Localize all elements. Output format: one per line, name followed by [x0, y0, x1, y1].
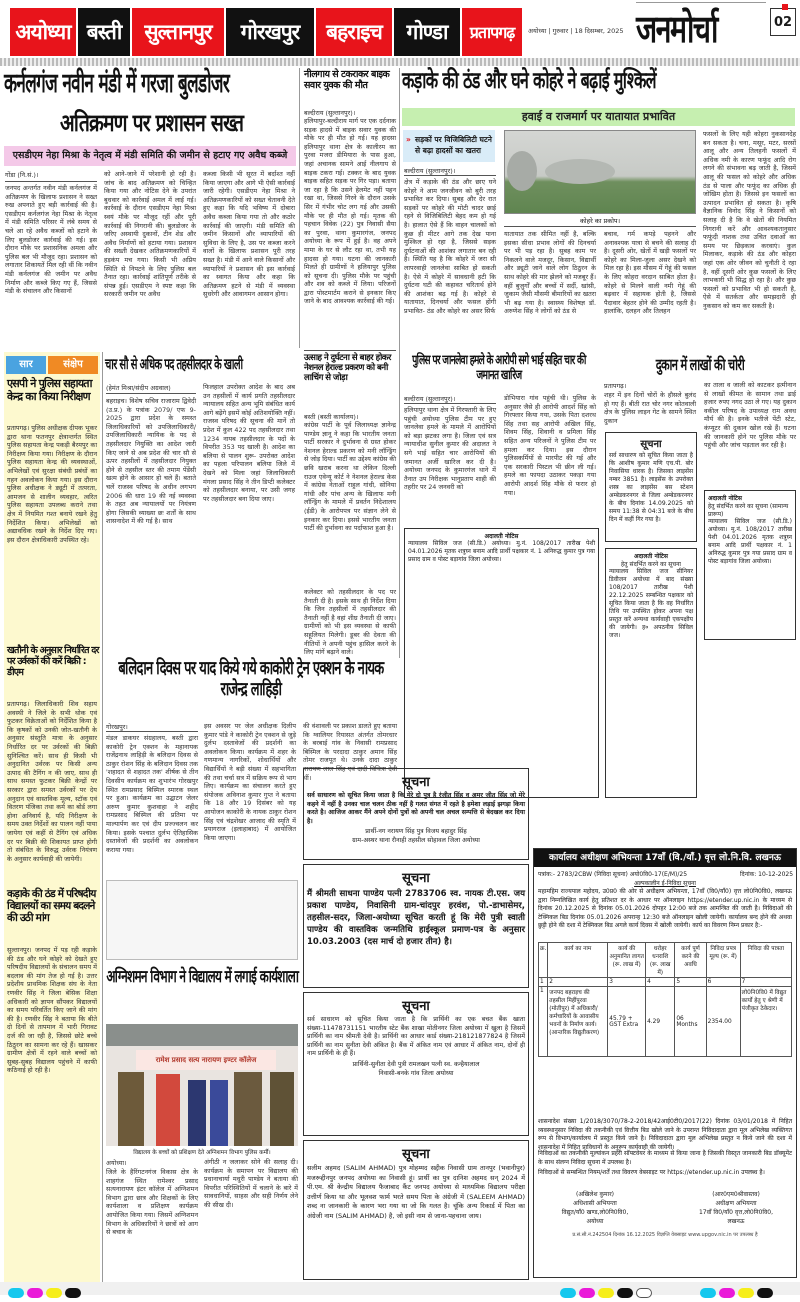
city-tab-gorakhpur[interactable]: गोरखपुर [226, 8, 314, 56]
side-story2-dateline: बस्ती (बस्ती कार्यालय)। [304, 413, 359, 421]
city-tab-bahraich[interactable]: बहराइच [316, 8, 392, 56]
tender-note-3: निविदाओं से सम्बन्धित नियम/शर्तें तथा विवरण वेबसाइट पर https://etender.up.nic.in उपलब्ध है। [538, 1169, 765, 1176]
notice-license: सूचना सर्व साधारण को सूचित किया जाता है कि आशीष कुमार मणि एच.पी. बोर निवासिया धारक है। जिसका लाइसेंस नम्बर 3851 है। लाइसेंस के उपरोक्त शस्त्र का लाइसेंस बस स्टेशन अम्बेडकरनगर से जिला अम्बेडकरनगर के बीच दिनांक 14.09.2025 को समय 11:38 से 04:31 बजे के बीच दिन में कहीं गिर गया है। [605, 432, 697, 542]
fire-column-2: अंगीठी न जलाकर सोने की सलाह दी। कार्यक्रम के समापन पर विद्यालय की प्रधानाचार्या मधुरी पाण्डेय ने बताया की विपरीत परिस्थितियों में चलाने के बारे में सावधानियों, साहस और सही निर्णय लेने की सीख दी। [204, 1158, 298, 1209]
tehsildar-column-1: बहराइच। विशेष सचिव राजाराम द्विवेदी (उ.प्र.) के पत्रांक 2079/ एफ 9-2025 द्वारा प्रदेश के समस्त जिलाधिकारियों को उपजिलाधिकारी/ उपजिलाधिकारी न्यायिक के पद से तहसीलदार नियुक्ति का आदेश जारी किए जाने से अब प्रदेश की चार सौ से ऊपर तहसीलों में तहसीलदार नियुक्त होने से तहसील स्तर की तमाम पेंडेंसी खत्म होने के आसार हो चले हैं। बताते चलें राजस्व परिषद के अधीन लगभग 2006 की धारा 19 की नई व्यवस्था के तहत अब न्यायालयों पर नियंत्रण होगा जिसकी व्याख्या छः शर्तों के साथ शासनादेश में की गई है। साथ [106, 397, 196, 526]
city-tab-basti[interactable]: बस्ती [78, 8, 130, 56]
fog-callout: » सड़कों पर विजिबिलिटी घटने से बढ़ा हादसों का खतरा [403, 130, 495, 162]
theft-column-1: शहर में इन दिनों चोरों के हौसले बुलंद हो गए हैं। बीती रात चोर नगर कोतवाली क्षेत्र के पुलिस लाइन गेट के सामने स्थित दुकान [604, 391, 696, 425]
tender-intro: महामहिम राज्यपाल महोदय, उ0प्र0 की ओर से अधीक्षण अभियन्ता, 17वाँ (वि0/याँ0) वृत्त लो0नि0वि0, लखनऊ द्वारा निम्नलिखित कार्य हेतु प्रतिशत दर के आधार पर ऑनलाइन https://etender.up.nic.in के माध्यम से दिनांक 20.12.2025 से दिनांक 05.01.2026 दोपहर 12:00 बजे तक आमन्त्रित की जाती है। निविदाओं की टेक्निकल बिड दिनांक 05.01.2026 अपरान्ह 12:30 बजे ऑनलाइन खोली जायेगी। कार्यालय बन्द होने की अथवा छुट्टी होने की दशा में टेक्निकल बिड अगले कार्य दिवस में खोली जायेगी। कार्य का विवरण निम्न प्रकार है:- [538, 888, 792, 929]
brief-label-b: संक्षेप [48, 356, 98, 374]
notice-court-2: अदालती नोटिस हेतु संदर्भित करने का सूचना न्यायालय सिविल जज सीनियर डिवीजन अयोध्या में बाद संख्या 108/2017 तारीख पेशी 22.12.2025 सम्बन्धित पक्षकार को सूचित किया जाता है कि वह निर्धारित तिथि पर उपस्थित होकर अपना पक्ष प्रस्तुत करें अन्यथा कार्यवाही एकपक्षीय की जायेगी। ह० अपठनीय सिविल जज। [605, 548, 697, 798]
kakori-column-3: की वंशावली पर प्रकाश डालते हुए बताया कि ग्वालियर रियासत अंतर्गत तोमरधार के बरबाई गांव के निवासी रामप्रसाद बिस्मिल के परदादा ठाकुर अमान सिंह तोमर राजपूत थे। उनके दादा ठाकुर नारायण लाल सिंह एवं दादी विचित्रा देवी थीं। [303, 722, 397, 782]
lead-subheadline: अतिक्रमण पर प्रशासन सख्त [60, 109, 244, 137]
masthead-divider [0, 58, 800, 66]
fire-photo: रामेश प्रसाद सत्य नारायण इण्टर कॉलेज [106, 1024, 298, 1146]
kakori-headline: बलिदान दिवस पर याद किये गये काकोरी ट्रेन एक्शन के नायक राजेन्द्र लाहिड़ी [118, 658, 384, 701]
notice-disown: सूचना सर्व साधारण को सूचित किया जाता है कि मेरे दो पुत्र है रंजीत सिंह व अमर जीत सिंह जो मेरे कहने में नहीं है उनका चाल चलन ठीक नहीं है गलत संगत में रहते है हमेशा लड़ाई झगड़ा किया करते है। आजिज आकर मैंने अपने दोनों पुत्रों को अपनी चल अचल सम्पत्ति से बेदखल कर दिया है। प्रार्थी-नग नरायण सिंह पुत्र विजय बहादुर सिंह ग्राम-अस्थर थाना रौनाही तहसील सोहावल जिला अयोध्या [303, 768, 529, 860]
kakori-dateline: गोरखपुर। [106, 723, 128, 731]
notice-court-3: अदालती नोटिस न्यायालय सिविल जज (सी.डि.) अयोध्या। मु.नं. 108/2017 तारीख पेशी 04.01.2026 मृतक शत्रुघ्न बनाम आदि प्रार्थी पक्षकार नं. 1 अनिरुद्ध कुमार पुत्र गया प्रसाद ग्राम व पोस्ट बड़ागांव जिला अयोध्या। [404, 528, 599, 798]
tender-note-2: निविदाओं का तकनीकी मूल्यांकन प्रहरी सॉफ्टवेयर के माध्यम से किया जाना है जिसकी विस्तृत जानकारी बिड डॉक्यूमेंट के साथ संलग्न निविदा सूचना में उपलब्ध है। [538, 1150, 792, 1166]
tender-note-1: शासनादेश संख्या 1/2018/3070/78-2-2018/42आई0टी0/2017(22) दिनांक 03/01/2018 में निहित व्यवस्थानुसार निविदा की तकनीकी एवं वित्तीय बिड खोले जाने के उपरान्त निविदादाता द्वारा मूल अभिलेख व्यक्तिगत रूप से विभाग/कार्यालय में प्रस्तुत किये जाने है। निविदादाता द्वारा मूल अभिलेख प्रस्तुत न किये जाने की दशा में शासनादेश में निहित प्राविधानों के अनुरूप कार्यवाही की जायेगी। [538, 1118, 792, 1151]
tender-sign-left: (अखिलेश कुमार) अधिशासी अभियन्ता विद्युत/याँ0 खण्ड,लो0नि0वि0, अयोध्या [561, 1191, 629, 1225]
kakori-column-2: इस अवसर पर जेल अधीक्षक दिलीप कुमार पांडे ने काकोरी ट्रेन एक्शन से जुड़े दुर्लभ दस्तावेजों की प्रदर्शनी का अवलोकन किया। कार्यक्रम में शहर के गणमान्य नागरिकों, शोधार्थियों और विद्यार्थियों ने बड़ी संख्या में सहभागिता की तथा चर्चा सत्र में सक्रिय रूप से भाग लिए। कार्यक्रम का संचालन करते हुए संयोजक अविनाश कुमार गुप्त ने बताया कि 18 और 19 दिसंबर को यह आयोजन काकोरी के नायक ठाकुर रोशन सिंह एवं चंद्रशेखर आजाद की स्मृति में प्रयागराज (इलाहाबाद) में आयोजित किया जाएगा। [204, 722, 296, 842]
side-story-dateline: बल्दीराय (सुल्तानपुर)। [304, 109, 356, 117]
theft-dateline: प्रतापगढ़। [604, 382, 627, 390]
fire-dateline: अयोध्या। [106, 1159, 127, 1167]
color-registration-marks-left [8, 1283, 84, 1302]
tender-subtitle: अल्पकालीन ई-निविदा सूचना [634, 880, 696, 887]
fog-column-1: क्षेत्र में कड़ाके की ठंड और छाए घने कोहरे ने आम जनजीवन को बुरी तरह प्रभावित कर दिया। सुबह और देर रात सड़कों पर कोहरे की मोटी चादर छाई रहने से विजिबिलिटी बेहद कम हो गई है। हालात ऐसे हैं कि वाहन चालकों को कुछ ही मीटर आगे तक देख पाना मुश्किल हो रहा है, जिससे सड़क दुर्घटनाओं की आशंका लगातार बन रही है। स्थिति यह है कि कोहरे में जरा सी लापरवाही जानलेवा साबित हो सकती है। ऐसे में कोहरे में सावधानी हटी कि दुर्घटना घटी की कहावत चरितार्थ होने की आशंका बढ़ गई है। कोहरे से यातायात, दिनचर्या और फसल होंगी प्रभावित- ठंड और कोहरे का असर सिर्फ [404, 178, 496, 315]
theft-column-2: का ताला व जाली को काटकर इत्मीनान से लाखों कीमत के सामान तथा ढाई हजार रुपए नगद उठा ले गए। यह दुकान वकील परिषद के उपाध्यक्ष राम अवध मौर्य की है। इनके भतीजे पेंटी स्टेट, कंप्यूटर की दुकान खोल रखे हैं। घटना की जानकारी होने पर पुलिस मौके पर पहुंची और जांच पड़ताल कर रही है। [704, 381, 796, 450]
brief-1-headline: एसपी ने पुलिस सहायता केन्द्र का किया निरीक्षण [7, 377, 92, 403]
tehsildar-column-3: कलेक्टर को तहसीलदार के पद पर तैनाती दी है। इसके साथ ही निर्देश दिया कि जिन तहसीलों में तहसीलदार की तैनाती नहीं है वहां शीघ्र तैनाती दी जाए। ग्रामीणों को भी इस व्यवस्था से काफी सहूलियत मिलेगी। डूबर की देवता की नीतियों ने अपनी पहुंच हासिल करने के लिए मांगें बढ़ाने वाले। [304, 588, 396, 657]
ad-space [106, 880, 298, 960]
color-registration-marks-far-right [700, 1283, 776, 1302]
page-number: 02 [770, 8, 796, 36]
tender-date: दिनांक: 10-12-2025 [740, 871, 794, 878]
lead-dateline: गोंडा (नि.सं.)। [5, 171, 39, 179]
side-story-body: हलियापुर-बल्दीराय मार्ग पर एक दर्दनाक सड़क हादसे में बाइक सवार युवक की मौके पर ही मौत हो गई। यह हादसा हलियापुर थाना क्षेत्र के कालीरम का पुरवा मजरा डीमियारा के पास हुआ, जहां अचानक सामने आई नीलगाय से बाइक टकरा गई। टक्कर के बाद युवक बाइक सहित सड़क पर गिर पड़ा। बताया जा रहा है कि उसने हेलमेट नहीं पहन रखा था, जिससे गिरने के दौरान उसके सिर में गंभीर चोट लग गई और उसकी मौके पर ही मौत हो गई। मृतक की पहचान विवेक (22) पुत्र निवासी सैया का पुरवा, थाना कुमारगंज, जनपद अयोध्या के रूप में हुई है। वह अपने मामा के घर से लौट रहा था, तभी यह हादसा हो गया। घटना की जानकारी मिलते ही ग्रामीणों ने हलियापुर पुलिस को सूचना दी। पुलिस मौके पर पहुंची और शव को कब्जे में लिया। परिजनों द्वारा पोस्टमार्टम कराने से इनकार किए जाने के बाद आवश्यक कार्रवाई की गई। [304, 117, 396, 306]
lead-deck: एसडीएम नेहा मिश्रा के नेतृत्व में मंडी समिति की जमीन से हटाए गए अवैध कब्जे [4, 146, 296, 166]
tender-footer: प्र.सं.सी.नं.242504 दिनांक 16.12.2025 विज्ञप्ति वेबसाइट www.upgov.nic.in पर उपलब्ध है [572, 1232, 758, 1238]
fog-column-4: फसलों के लिए यही कोहरा नुकसानदेह बन सकता है। चना, मसूर, मटर, सरसों आलू और अन्य तिलहनी फसलों में अधिक नमी के कारण फफूंद आदि रोग लगने की संभावना बढ़ जाती है, जिसमें आलू की फसल को कोहरे और अधिक ठंड से पाला और फफूंद का अधिक ही जोखिम होता है। जिससे इन फसलों का उत्पादन प्रभावित हो सकता है। कृषि वैज्ञानिक विनोद सिंह ने किसानों को सलाह दी है कि वे खेतों की नियमित निगरानी करें और आवश्यकतानुसार फफूंदी नाशक तथा उचित दवाओं का समय पर छिड़काव करवाएं। कुल मिलाकर, कड़ाके की ठंड और कोहरा जहां एक ओर जीवन को चुनौती दे रहा है, वहीं दूसरी ओर कुछ फसलों के लिए लाभकारी भी सिद्ध हो रहा है। और कुछ फसलों को प्रभावित भी हो सकती है, ऐसे में सतर्कता और समझदारी ही नुकसान को कम कर सकती है। [703, 130, 796, 310]
table-header-row: क्र. कार्य का नाम कार्य की अनुमानित लागत (रू. लाख में) धरोहर धनराशि (रू. लाख में) कार्य पूर्ण करने की अवधि निविदा प्रपत्र मूल्य (रू. में) निविदा की पात्रता [539, 943, 792, 978]
fog-caption: कोहरे का प्रकोप। [579, 217, 621, 225]
dateline: अयोध्या | गुरुवार | 18 दिसम्बर, 2025 [528, 27, 624, 35]
fog-column-3: बचाव, गर्म कपड़े पहनने और अनावश्यक यात्रा से बचने की सलाह दी है। दूसरी ओर, खेतों में खड़ी फसलों पर कोहरे का मिला-जुला असर देखने को मिल रहा है। इस मौसम में गेहूं की फसल के लिए कोहरा वरदान साबित होता है। कोहरे से मिलने वाली नमी गेहूं की बढ़वार में सहायक होती है, जिससे पैदावार बेहतर होने की उम्मीद रहती है। हालांकि, दलहन और तिलहन [604, 230, 696, 316]
fire-headline: अग्निशमन विभाग ने विद्यालय में लगाई कार्यशाला [106, 967, 299, 987]
newspaper-logo: जनमोर्चा [636, 7, 717, 51]
table-row: 1 जनपद बहराइच की तहसील मिहींपुरवा (मोतीपुर) में अधिकारी/कर्मचारियों के आवासीय भवनों के निर्माण कार्य। (आन्तरिक विद्युतीकरण) 45.79 + GST Extra 4.29 06 Months 2354.00 लो0नि0वि0 में विद्युत कार्यो हेतु ए श्रेणी में पंजीकृत ठेकेदार। [539, 987, 792, 1057]
fog-deck: हवाई व राजमार्ग पर यातायात प्रभावित [402, 108, 795, 126]
chevron-icon: » [406, 135, 411, 144]
brief-1-body: प्रतापगढ़। पुलिस अधीक्षक दीपक भूकर द्वारा थाना फतनपुर क्षेत्रान्तर्गत स्थित पुलिस सहायता केन्द्र पकड़ी बैरमपुर का निरीक्षण किया गया। निरीक्षण के दौरान पुलिस सहायता केन्द्र की व्यवस्थाओं, अभिलेखों एवं सुरक्षा संबंधी प्रबंधों का गहन अवलोकन किया गया। इस दौरान पुलिस अधीक्षक ने ड्यूटी में तत्परता, आमजन से शालीन व्यवहार, त्वरित पुलिस सहायता उपलब्ध कराने तथा क्षेत्र में नियमित गश्त बनाये रखने हेतु निर्देशित किया। अभिलेखों को अद्यावधिक रखने के निर्देश दिए गए। इस दौरान क्षेत्राधिकारी उपस्थित रहे। [7, 424, 97, 544]
city-tab-gonda[interactable]: गोण्डा [394, 8, 460, 56]
fire-caption: विद्यालय के बच्चों को प्रशिक्षण देते अग्निशमन विभाग पुलिस कर्मी। [133, 1150, 271, 1156]
city-tab-sultanpur[interactable]: सुल्तानपुर [132, 8, 224, 56]
fog-photo [504, 130, 696, 214]
theft-headline: दुकान में लाखों की चोरी [655, 355, 745, 374]
fog-dateline: बल्दीराय (सुल्तानपुर)। [404, 167, 456, 175]
city-tab-pratapgarh[interactable]: प्रतापगढ़ [462, 8, 522, 56]
tender-title: कार्यालय अधीक्षण अभियन्ता 17वाँ (वि./याँ.) वृत्त लो.नि.वि. लखनऊ [534, 849, 796, 867]
side-story2-headline: उत्साह ने दुर्घटना से बाहर होकर नेशनल हेराल्ड प्रकरण को बनी लाचिंग से जोड़ा [304, 353, 391, 383]
tehsildar-byline: (हेमंत मिश्रा/संदीप अग्रवाल) [106, 384, 171, 392]
police-headline: पुलिस पर जानलेवा हमले के आरोपी सगे भाई सहित चार की जमानत खारिज [412, 353, 586, 383]
tehsildar-column-2: फिलहाल उपरोक्त आदेश के बाद अब उन तहसीलों में कार्य प्रगति तहसीलदार न्यायालय सहित अन्य भूमि संबंधित कार्य आगे बढ़ेंगे इसमें कोई अतिशयोक्ति नहीं। राजस्व परिषद की सूचना की मानें तो प्रदेश में कुल 422 पद तहसीलदार तथा 1234 नायब तहसीलदार के पदों के विपरीत 353 पद खाली है। आदेश का बलिया से पालन शुरू- उपरोक्त आदेश का पहला परिपालन बलिया जिले में देखने को मिला जहां जिलाधिकारी मंगला प्रसाद सिंह ने तीन डिप्टी कलेक्टर को तहसीलदार बनाया, पर उसी जगह पर तहसीलदार बना दिया जाए। [203, 383, 295, 503]
notice-salim: सूचना सलीम अहमद (SALIM AHMAD) पुत्र मोहम्मद सद्दीक निवासी ग्राम तानपुर (भवानीपुर) मजरूद्दीनपुर जनपद अयोध्या का निवासी हूं। प्रार्थी का पुत्र दानिश अहमद सन् 2024 में पी.एम. श्री केन्द्रीय विद्यालय फैजाबाद कैंट जनपद अयोध्या से माध्यमिक विद्यालय परीक्षा उत्तीर्ण किया था और भूलवश फार्म भरते समय पिता के अंग्रेजी में (SALEEM AHMAD) शब्द ना जानकारी के कारण भरा गया था जो कि गलत है। चूंकि अन्य रिकार्ड में पिता का अंग्रेजी नाम (SALIM AHMAD) है, जो इसी नाम से जाना-पहचाना जाय। [303, 1140, 529, 1280]
tender-table [538, 942, 792, 1057]
notice-sadhana: सूचना मैं श्रीमती साधना पाण्डेय पत्नी 2783706 स्व. नायक टी.एस. जय प्रकाश पाण्डेय, निवासिनी ग्राम-चांदपुर हरवंश, पो.-डाभासेमर, तहसील-सदर, जिला-अयोध्या सूचित करती हूं कि मेरी पुत्री स्वाती पाण्डेय की वास्तविक जन्मतिथि हाईस्कूल प्रमाण-पत्र के अनुसार 10.03.2003 (दस मार्च दो हजार तीन) है। [303, 864, 529, 988]
kakori-column-1: मंडल डाकघर संग्रहालय, बस्ती द्वारा काकोरी ट्रेन एक्शन के महानायक राजेंद्रनाथ लाहिड़ी के बलिदान दिवस से ठाकुर रोशन सिंह के बलिदान दिवस तक 'शहादत से शहादत तक' शीर्षक से तीन दिवसीय कार्यक्रम का शुभारंभ गोरखपुर स्थित रामप्रसाद बिस्मिल स्मारक स्थल पर हुआ। कार्यक्रम का उद्घाटन जेलर अरुण कुमार कुशवाहा ने शहीद रामप्रसाद बिस्मिल की प्रतिमा पर माल्यार्पण कर एवं दीप प्रज्ज्वलन कर किया। इसके पश्चात दुर्लभ ऐतिहासिक दस्तावेजों की प्रदर्शनी का अवलोकन कराया गया। [106, 734, 198, 854]
police-dateline: बल्दीराय (सुल्तानपुर)। [404, 395, 456, 403]
police-column-1: हलियापुर थाना क्षेत्र में गिरफ्तारी के लिए पहुंची अयोध्या पुलिस टीम पर हुए जानलेवा हमले के मामले में आरोपियों को बड़ा झटका लगा है। जिला एवं सत्र न्यायाधीश सुनील कुमार की अदालत ने सगे भाई सहित चार आरोपियों की जमानत अर्जी खारिज कर दी है। अयोध्या जनपद के कुमारगंज थाने में तैनात उप निरीक्षक भानुप्रताप शाही की तहरीर पर 24 जनवरी को [404, 406, 496, 492]
brief-label-a: सार [6, 356, 46, 374]
brief-2-body: प्रतापगढ़। जिलाधिकारी शिव सहाय अवस्थी ने जिले के सभी थोक एवं फुटकर विक्रेताओं को निर्देशित किया है कि कृषकों को उनकी जोत-खतौनी के अनुसार संस्तुति मात्रा के अनुसार निर्धारित दर पर उर्वरकों की बिक्री सुनिश्चित करें। साथ ही किसी भी अनुदानित उर्वरक पर किसी अन्य उत्पाद की टैगिंग न की जाए, साथ ही साथ समस्त फुटकर बिक्री केन्द्रों पर सरकार द्वारा समस्त उर्वरकों पर देय अनुदान एवं वास्तविक मूल्य, स्टॉक एवं वितरण पंजिका तथा कर्म का बोर्ड लगा होना अनिवार्य है, यदि निरीक्षण के समय उक्त निर्देशों का पालन नहीं पाया जायेगा एवं कहीं से टैगिंग एवं अधिक दर पर बिक्री की शिकायत प्राप्त होगी तो संबंधित के विरुद्ध उर्वरक नियंत्रण के अनुसार कार्यवाही की जायेगी। [7, 700, 97, 863]
fog-column-2: यातायात तक सीमित नहीं है, बल्कि इसका सीधा प्रभाव लोगों की दिनचर्या पर भी पड़ रहा है। सुबह काम पर निकलने वाले मजदूर, किसान, विद्यार्थी और ड्यूटी जाने वाले लोग ठिठुरन के साथ कोहरे की मार झेलने को मजबूर हैं। वहीं बुजुर्गों और बच्चों में सर्दी, खांसी, जुकाम जैसी मौसमी बीमारियों का खतरा भी बढ़ गया है। स्वास्थ्य विशेषज्ञ डॉ. अरुणेश सिंह ने लोगों को ठंड से [504, 230, 596, 316]
brief-3-headline: कड़ाके की ठंड में परिषदीय विद्यालयों का समय बदलने की उठी मांग [7, 888, 96, 925]
tender-sign-right: (आर0एम0श्रीवास्तव) अधीक्षण अभियन्ता 17वाँ वि0/याँ0 वृत्त,लो0नि0वि0, लखनऊ [698, 1191, 774, 1225]
fog-headline: कड़ाके की ठंड और घने कोहरे ने बढ़ाई मुश्किलें [402, 68, 656, 94]
color-registration-marks-right [560, 1283, 655, 1302]
notice-sunita: सूचना सर्व साधारण को सूचित किया जाता है कि प्रार्थिनी का एक बचत बैंक खाता संख्या-11478731151 भारतीय स्टेट बैंक शाखा मोतीनगर जिला अयोध्या में खुला है जिसमें प्रार्थिनी का नाम श्रीमती देवी है। प्रार्थिनी का आधार कार्ड संख्या-218121877824 है जिसमें प्रार्थिनी का नाम सुनीता देवी अंकित है। बैंक में अंकित नाम एवं आधार में अंकित नाम, दोनों ही नाम प्रार्थिनी के ही हैं। प्रार्थिनी-सुनीता देवी पुत्री रामलखन पत्नी स्व. कन्हैयालाल निवासी-बनके गांव जिला अयोध्या [303, 992, 529, 1136]
notice-court-1: अदालती नोटिस हेतु संदर्भित करने का सूचना (सामान्य प्रारूप) न्यायालय सिविल जज (सी.डि.) अयोध्या। मु.नं. 108/2017 तारीख पेशी 04.01.2026 मृतक शत्रुघ्न बनाम आदि प्रार्थी पक्षकार नं. 1 अनिरुद्ध कुमार पुत्र गया प्रसाद ग्राम व पोस्ट बड़ागांव जिला अयोध्या। [704, 490, 796, 640]
side-story-headline: नीलगाय से टकराकर बाइक सवार युवक की मौत [304, 69, 390, 91]
fire-column-1: जिले के हैरिंगटनगंज विकास क्षेत्र के शाहगंज स्थित रामेश्वर प्रसाद सत्यनारायण इंटर कॉलेज में अग्निशमन विभाग द्वारा छात्र और शिक्षकों के लिए कार्यशाला व प्रशिक्षण कार्यक्रम आयोजित किया गया। जिसमें अग्निशमन विभाग के अधिकारियों ने छात्रों को आग से बचाव के [106, 1168, 198, 1237]
lead-headline: कर्नलगंज नवीन मंडी में गरजा बुलडोजर [4, 68, 230, 99]
tehsildar-headline: चार सौ से अधिक पद तहसीलदार के खाली [105, 355, 243, 373]
city-tab-ayodhya[interactable]: अयोध्या [10, 8, 76, 56]
lead-column-3: कब्जा किसी भी सूरत में बर्दाश्त नहीं किया जाएगा और आगे भी ऐसी कार्रवाई जारी रहेगी। एसडीएम नेहा मिश्रा ने अतिक्रमणकारियों को सख्त चेतावनी देते हुए कहा कि यदि भविष्य में दोबारा अवैध कब्जा किया गया तो और कठोर कार्रवाई की जाएगी। मंडी समिति की जमीन किसानों और व्यापारियों की सुविधा के लिए है, उस पर कब्जा करने वालों के खिलाफ प्रशासन पूरी तरह सख्त है। मंडी में आने वाले किसानों और व्यापारियों ने प्रशासन की इस कार्रवाई का स्वागत किया और कहा कि अतिक्रमण हटने से मंडी में व्यवस्था सुधरेगी और आवागमन आसान होगा। [203, 170, 295, 299]
brief-2-headline: खतौनी के अनुसार निर्धारित दर पर उर्वरकों की करें बिक्री : डीएम [7, 645, 99, 678]
lead-column-2: को आने-जाने में परेशानी हो रही है। जांच के बाद अतिक्रमण को चिन्हित किया गया और नोटिस देने के उपरांत बुधवार को कार्रवाई अमल में लाई गई। कार्रवाई के दौरान एसडीएम नेहा मिश्रा स्वयं मौके पर मौजूद रहीं और पूरी कार्रवाई की निगरानी की। बुलडोजर के जरिए अस्थायी दुकानों, टीन शेड और अवैध निर्माणों को हटाया गया। प्रशासन की सख्ती देखकर अतिक्रमणकारियों में हड़कंप मच गया। किसी भी अप्रिय स्थिति से निपटने के लिए पुलिस बल तैनात रहा। कार्रवाई शांतिपूर्ण तरीके से संपन्न हुई। एसडीएम ने स्पष्ट कहा कि सरकारी जमीन पर अवैध [104, 170, 196, 299]
table-number-row: 1 2 3 4 5 6 7 [539, 978, 792, 987]
police-column-2: डोभियारा गांव पहुंची थी। पुलिस के अनुसार जैसे ही आरोपी आदर्श सिंह को गिरफ्तार किया गया, उसके पिता दशरथ सिंह तथा सह आरोपी अखिल सिंह, शिवम सिंह, शिवानी व प्रमिला सिंह सहित अन्य परिजनों ने पुलिस टीम पर हमला कर दिया। इस दौरान पुलिसकर्मियों से मारपीट की गई और एक सरकारी पिस्टल भी छीन ली गई। हमले का फायदा उठाकर पकड़ा गया आरोपी आदर्श सिंह मौके से फरार हो गया। [504, 394, 596, 497]
tender-ref: पत्रांक:- 2783/2CBW (निविदा सूचना) अयो0वि0-17(E/M)/25 [538, 871, 688, 878]
print-bar [0, 1282, 800, 1295]
side-story2-body: कांग्रेस पार्टी के पूर्व जिलाध्यक्ष ज्ञानेन्द्र पाण्डेय ज्ञानू ने कहा कि भारतीय जनता पार्टी सरकार ने दुर्भावना से ग्रस्त होकर नेशनल हेराल्ड प्रकरण को मनी लॉन्ड्रिंग से जोड़ दिया। पार्टी का उद्देश्य कांग्रेस की छवि खराब करना था लेकिन दिल्ली राउज एवेन्यू कोर्ट ने नेशनल हेराल्ड केस में कांग्रेस नेताओं राहुल गांधी, सोनिया गांधी और पांच अन्य के खिलाफ मनी लॉन्ड्रिंग के मामले में प्रवर्तन निदेशालय (ईडी) के आरोपपत्र पर संज्ञान लेने से इनकार कर दिया। इससे भारतीय जनता पार्टी की दुर्भावना का पर्दाफाश हुआ है। [304, 421, 396, 533]
brief-3-body: सुल्तानपुर। जनपद में पड़ रही कड़ाके की ठंड और घने कोहरे को देखते हुए परिषदीय विद्यालयों के संचालन समय में बदलाव की मांग तेज हो गई है। उत्तर प्रदेशीय प्राथमिक शिक्षक संघ के नेता रणवीर सिंह ने जिला बेसिक शिक्षा अधिकारी को ज्ञापन सौंपकर विद्यालयों का समय परिवर्तित किए जाने की मांग की है। रणवीर सिंह ने बताया कि बीते दो दिनों से तापमान में भारी गिरावट दर्ज की जा रही है, जिससे छोटे बच्चे ठिठुरन का सामना कर रहे हैं। खासकर ग्रामीण क्षेत्रों में रहने वाले बच्चों को सुबह-सुबह विद्यालय पहुंचने में काफी कठिनाई हो रही है। [7, 946, 97, 1075]
lead-column-1: जनपद अन्तर्गत नवीन मंडी कर्नलगंज में अतिक्रमण के खिलाफ प्रशासन ने सख्त रुख अपनाते हुए बड़ी कार्रवाई की है। एसडीएम कर्नलगंज नेहा मिश्रा के नेतृत्व में मंडी समिति परिसर में लंबे समय से चले आ रहे अवैध कब्जों को हटाने के लिए बुलडोजर कार्रवाई की गई। इस दौरान मौके पर प्रशासनिक अमला और पुलिस बल भी मौजूद रहा। प्रशासन को लगातार शिकायतें मिल रही थीं कि नवीन मंडी कर्नलगंज की जमीन पर अवैध निर्माण और कब्जे किए गए हैं, जिससे मंडी के संचालन और किसानों [5, 184, 97, 296]
